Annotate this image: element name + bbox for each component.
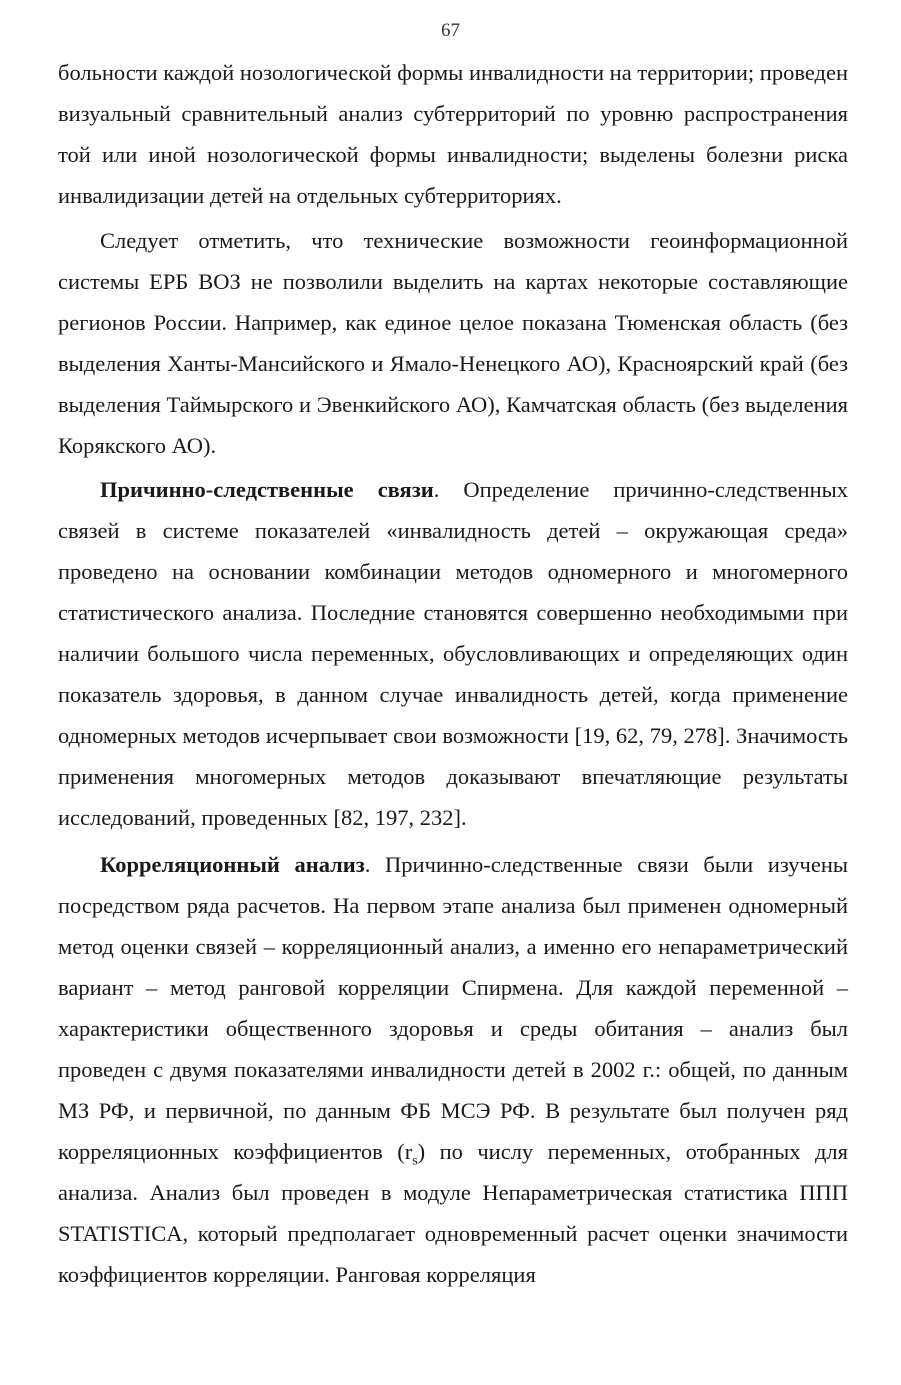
paragraph-technical-limitations: [58, 220, 848, 466]
paragraph-continuation: [58, 52, 848, 216]
paragraph-text: . Определение причинно-следственных связей в системе показателей «инвалидность детей – окружающая среда» проведено на основании комбинации методов одномерного и многомерного статистического анализа. Последние становятся совершенно необходимыми при наличии большого числа переменных, обусловливающих и определяющих один показатель здоровья, в данном случае инвалидность детей, когда применение одномерных методов исчерпывает свои возможности [19, 62, 79, 278]. Значимость применения многомерных методов доказывают впечатляющие результаты исследований, проведенных [82, 197, 232].: [58, 477, 848, 830]
page-number: 67: [441, 20, 460, 41]
paragraph-text: больности каждой нозологической формы инвалидности на территории; проведен визуальный сравнительный анализ субтерриторий по уровню распространения той или иной нозологической формы инвалидности; выделены болезни риска инвалидизации детей на отдельных субтерриториях.: [58, 60, 848, 208]
section-heading-causal: Причинно-следственные связи: [100, 477, 434, 502]
paragraph-text: Следует отметить, что технические возможности геоинформационной системы ЕРБ ВОЗ не позволили выделить на картах некоторые составляющие регионов России. Например, как единое целое показана Тюменская область (без выделения Ханты-Мансийского и Ямало-Ненецкого АО), Красноярский край (без выделения Таймырского и Эвенкийского АО), Камчатская область (без выделения Корякского АО).: [58, 228, 848, 458]
subscript-s: s: [412, 1153, 418, 1169]
paragraph-correlation-analysis: [58, 844, 848, 1295]
paragraph-causal-relations: [58, 469, 848, 838]
paragraph-text: . Причинно-следственные связи были изучены посредством ряда расчетов. На первом этапе анализа был применен одномерный метод оценки связей – корреляционный анализ, а именно его непараметрический вариант – метод ранговой корреляции Спирмена. Для каждой переменной – характеристики общественного здоровья и среды обитания – анализ был проведен с двумя показателями инвалидности детей в 2002 г.: общей, по данным МЗ РФ, и первичной, по данным ФБ МСЭ РФ. В результате был получен ряд корреляционных коэффициентов (r: [58, 852, 848, 1164]
paragraph-text-continued: ) по числу переменных, отобранных для анализа. Анализ был проведен в модуле Непараметрическая статистика ППП STATISTICA, который предполагает одновременный расчет оценки значимости коэффициентов корреляции. Ранговая корреляция: [58, 1139, 848, 1287]
section-heading-correlation: Корреляционный анализ: [100, 852, 365, 877]
